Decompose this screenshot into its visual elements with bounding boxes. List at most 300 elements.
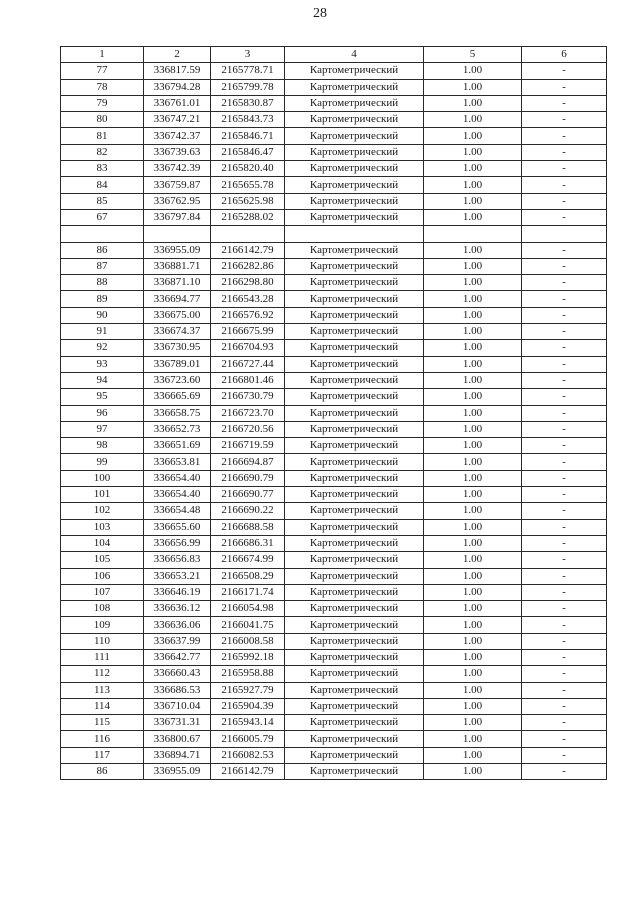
y-coordinate-cell: 2166142.79: [211, 764, 285, 780]
note-cell: -: [522, 568, 607, 584]
page-number: 28: [313, 6, 327, 21]
y-coordinate-cell: 2166730.79: [211, 389, 285, 405]
method-cell: Картометрический: [285, 454, 424, 470]
point-number-cell: 86: [61, 764, 144, 780]
x-coordinate-cell: 336674.37: [144, 324, 211, 340]
x-coordinate-cell: 336637.99: [144, 633, 211, 649]
table-row: [61, 291, 607, 307]
table-row: [61, 307, 607, 323]
point-number-cell: 90: [61, 307, 144, 323]
x-coordinate-cell: 336747.21: [144, 112, 211, 128]
table-row: [61, 470, 607, 486]
y-coordinate-cell: 2165843.73: [211, 112, 285, 128]
x-coordinate-cell: 336636.06: [144, 617, 211, 633]
note-cell: -: [522, 552, 607, 568]
table-row: [61, 372, 607, 388]
x-coordinate-cell: 336710.04: [144, 698, 211, 714]
x-coordinate-cell: 336653.21: [144, 568, 211, 584]
table-row: [61, 503, 607, 519]
point-number-cell: 78: [61, 79, 144, 95]
accuracy-cell: 1.00: [424, 63, 522, 79]
note-cell: -: [522, 161, 607, 177]
x-coordinate-cell: 336686.53: [144, 682, 211, 698]
x-coordinate-cell: 336800.67: [144, 731, 211, 747]
point-number-cell: 82: [61, 144, 144, 160]
accuracy-cell: 1.00: [424, 128, 522, 144]
point-number-cell: 117: [61, 747, 144, 763]
note-cell: -: [522, 454, 607, 470]
table-row: [61, 617, 607, 633]
separator-cell: [285, 226, 424, 242]
note-cell: -: [522, 666, 607, 682]
separator-cell: [61, 226, 144, 242]
method-cell: Картометрический: [285, 552, 424, 568]
table-row: [61, 258, 607, 274]
accuracy-cell: 1.00: [424, 324, 522, 340]
x-coordinate-cell: 336955.09: [144, 764, 211, 780]
note-cell: -: [522, 535, 607, 551]
y-coordinate-cell: 2165846.71: [211, 128, 285, 144]
accuracy-cell: 1.00: [424, 503, 522, 519]
note-cell: -: [522, 682, 607, 698]
method-cell: Картометрический: [285, 633, 424, 649]
table-row: [61, 193, 607, 209]
method-cell: Картометрический: [285, 291, 424, 307]
table-row: [61, 421, 607, 437]
method-cell: Картометрический: [285, 470, 424, 486]
x-coordinate-cell: 336653.81: [144, 454, 211, 470]
point-number-cell: 115: [61, 715, 144, 731]
x-coordinate-cell: 336817.59: [144, 63, 211, 79]
note-cell: -: [522, 63, 607, 79]
note-cell: -: [522, 438, 607, 454]
note-cell: -: [522, 649, 607, 665]
y-coordinate-cell: 2166282.86: [211, 258, 285, 274]
point-number-cell: 79: [61, 95, 144, 111]
method-cell: Картометрический: [285, 405, 424, 421]
point-number-cell: 101: [61, 487, 144, 503]
y-coordinate-cell: 2166694.87: [211, 454, 285, 470]
accuracy-cell: 1.00: [424, 242, 522, 258]
accuracy-cell: 1.00: [424, 177, 522, 193]
x-coordinate-cell: 336731.31: [144, 715, 211, 731]
method-cell: Картометрический: [285, 372, 424, 388]
point-number-cell: 105: [61, 552, 144, 568]
table-row: [61, 177, 607, 193]
note-cell: -: [522, 747, 607, 763]
point-number-cell: 102: [61, 503, 144, 519]
accuracy-cell: 1.00: [424, 470, 522, 486]
y-coordinate-cell: 2165288.02: [211, 209, 285, 225]
y-coordinate-cell: 2166508.29: [211, 568, 285, 584]
method-cell: Картометрический: [285, 519, 424, 535]
note-cell: -: [522, 307, 607, 323]
point-number-cell: 114: [61, 698, 144, 714]
x-coordinate-cell: 336658.75: [144, 405, 211, 421]
y-coordinate-cell: 2166576.92: [211, 307, 285, 323]
accuracy-cell: 1.00: [424, 454, 522, 470]
point-number-cell: 93: [61, 356, 144, 372]
x-coordinate-cell: 336660.43: [144, 666, 211, 682]
accuracy-cell: 1.00: [424, 193, 522, 209]
accuracy-cell: 1.00: [424, 275, 522, 291]
note-cell: -: [522, 633, 607, 649]
accuracy-cell: 1.00: [424, 601, 522, 617]
x-coordinate-cell: 336894.71: [144, 747, 211, 763]
accuracy-cell: 1.00: [424, 356, 522, 372]
method-cell: Картометрический: [285, 731, 424, 747]
point-number-cell: 113: [61, 682, 144, 698]
y-coordinate-cell: 2166543.28: [211, 291, 285, 307]
note-cell: -: [522, 405, 607, 421]
point-number-cell: 111: [61, 649, 144, 665]
method-cell: Картометрический: [285, 503, 424, 519]
y-coordinate-cell: 2166690.22: [211, 503, 285, 519]
y-coordinate-cell: 2166690.79: [211, 470, 285, 486]
y-coordinate-cell: 2166675.99: [211, 324, 285, 340]
y-coordinate-cell: 2166082.53: [211, 747, 285, 763]
x-coordinate-cell: 336742.37: [144, 128, 211, 144]
header-cell-5: 5: [424, 47, 522, 63]
method-cell: Картометрический: [285, 63, 424, 79]
x-coordinate-cell: 336654.48: [144, 503, 211, 519]
y-coordinate-cell: 2166674.99: [211, 552, 285, 568]
accuracy-cell: 1.00: [424, 633, 522, 649]
accuracy-cell: 1.00: [424, 649, 522, 665]
note-cell: -: [522, 372, 607, 388]
y-coordinate-cell: 2166704.93: [211, 340, 285, 356]
y-coordinate-cell: 2166801.46: [211, 372, 285, 388]
accuracy-cell: 1.00: [424, 258, 522, 274]
y-coordinate-cell: 2166719.59: [211, 438, 285, 454]
table-header-row: [61, 47, 607, 63]
accuracy-cell: 1.00: [424, 519, 522, 535]
separator-cell: [424, 226, 522, 242]
table-row: [61, 405, 607, 421]
x-coordinate-cell: 336654.40: [144, 470, 211, 486]
y-coordinate-cell: 2166008.58: [211, 633, 285, 649]
note-cell: -: [522, 519, 607, 535]
point-number-cell: 99: [61, 454, 144, 470]
accuracy-cell: 1.00: [424, 617, 522, 633]
x-coordinate-cell: 336871.10: [144, 275, 211, 291]
accuracy-cell: 1.00: [424, 112, 522, 128]
accuracy-cell: 1.00: [424, 552, 522, 568]
note-cell: -: [522, 128, 607, 144]
table-row: [61, 454, 607, 470]
note-cell: -: [522, 340, 607, 356]
point-number-cell: 106: [61, 568, 144, 584]
point-number-cell: 91: [61, 324, 144, 340]
point-number-cell: 98: [61, 438, 144, 454]
x-coordinate-cell: 336797.84: [144, 209, 211, 225]
table-row: [61, 340, 607, 356]
header-cell-3: 3: [211, 47, 285, 63]
method-cell: Картометрический: [285, 584, 424, 600]
point-number-cell: 84: [61, 177, 144, 193]
note-cell: -: [522, 617, 607, 633]
y-coordinate-cell: 2166727.44: [211, 356, 285, 372]
table-row: [61, 698, 607, 714]
x-coordinate-cell: 336761.01: [144, 95, 211, 111]
x-coordinate-cell: 336675.00: [144, 307, 211, 323]
point-number-cell: 109: [61, 617, 144, 633]
accuracy-cell: 1.00: [424, 666, 522, 682]
table-row: [61, 389, 607, 405]
accuracy-cell: 1.00: [424, 584, 522, 600]
table-body: [61, 47, 607, 780]
accuracy-cell: 1.00: [424, 372, 522, 388]
note-cell: -: [522, 209, 607, 225]
method-cell: Картометрический: [285, 649, 424, 665]
accuracy-cell: 1.00: [424, 764, 522, 780]
table-row: [61, 63, 607, 79]
table-row: [61, 324, 607, 340]
note-cell: -: [522, 79, 607, 95]
y-coordinate-cell: 2166720.56: [211, 421, 285, 437]
note-cell: -: [522, 275, 607, 291]
point-number-cell: 88: [61, 275, 144, 291]
note-cell: -: [522, 503, 607, 519]
point-number-cell: 67: [61, 209, 144, 225]
note-cell: -: [522, 470, 607, 486]
table-row: [61, 568, 607, 584]
accuracy-cell: 1.00: [424, 487, 522, 503]
x-coordinate-cell: 336759.87: [144, 177, 211, 193]
y-coordinate-cell: 2166688.58: [211, 519, 285, 535]
y-coordinate-cell: 2166171.74: [211, 584, 285, 600]
y-coordinate-cell: 2166054.98: [211, 601, 285, 617]
note-cell: -: [522, 177, 607, 193]
method-cell: Картометрический: [285, 177, 424, 193]
method-cell: Картометрический: [285, 324, 424, 340]
note-cell: -: [522, 731, 607, 747]
method-cell: Картометрический: [285, 95, 424, 111]
accuracy-cell: 1.00: [424, 715, 522, 731]
method-cell: Картометрический: [285, 209, 424, 225]
method-cell: Картометрический: [285, 340, 424, 356]
table-row: [61, 242, 607, 258]
point-number-cell: 97: [61, 421, 144, 437]
table-row: [61, 275, 607, 291]
method-cell: Картометрический: [285, 666, 424, 682]
method-cell: Картометрический: [285, 682, 424, 698]
table-row: [61, 552, 607, 568]
x-coordinate-cell: 336955.09: [144, 242, 211, 258]
point-number-cell: 77: [61, 63, 144, 79]
y-coordinate-cell: 2166142.79: [211, 242, 285, 258]
note-cell: -: [522, 421, 607, 437]
y-coordinate-cell: 2165904.39: [211, 698, 285, 714]
method-cell: Картометрический: [285, 487, 424, 503]
coordinates-table: [60, 46, 607, 780]
method-cell: Картометрический: [285, 128, 424, 144]
y-coordinate-cell: 2165799.78: [211, 79, 285, 95]
method-cell: Картометрический: [285, 698, 424, 714]
x-coordinate-cell: 336665.69: [144, 389, 211, 405]
y-coordinate-cell: 2165943.14: [211, 715, 285, 731]
header-cell-6: 6: [522, 47, 607, 63]
accuracy-cell: 1.00: [424, 438, 522, 454]
method-cell: Картометрический: [285, 307, 424, 323]
y-coordinate-cell: 2165958.88: [211, 666, 285, 682]
point-number-cell: 96: [61, 405, 144, 421]
x-coordinate-cell: 336694.77: [144, 291, 211, 307]
note-cell: -: [522, 291, 607, 307]
note-cell: -: [522, 584, 607, 600]
note-cell: -: [522, 356, 607, 372]
method-cell: Картометрический: [285, 112, 424, 128]
x-coordinate-cell: 336646.19: [144, 584, 211, 600]
accuracy-cell: 1.00: [424, 95, 522, 111]
y-coordinate-cell: 2166298.80: [211, 275, 285, 291]
x-coordinate-cell: 336742.39: [144, 161, 211, 177]
method-cell: Картометрический: [285, 258, 424, 274]
point-number-cell: 108: [61, 601, 144, 617]
note-cell: -: [522, 698, 607, 714]
method-cell: Картометрический: [285, 568, 424, 584]
y-coordinate-cell: 2166686.31: [211, 535, 285, 551]
point-number-cell: 87: [61, 258, 144, 274]
table-row: [61, 95, 607, 111]
note-cell: -: [522, 764, 607, 780]
table-row: [61, 715, 607, 731]
method-cell: Картометрический: [285, 764, 424, 780]
table-row: [61, 356, 607, 372]
note-cell: -: [522, 487, 607, 503]
note-cell: -: [522, 242, 607, 258]
y-coordinate-cell: 2165846.47: [211, 144, 285, 160]
accuracy-cell: 1.00: [424, 731, 522, 747]
note-cell: -: [522, 144, 607, 160]
accuracy-cell: 1.00: [424, 307, 522, 323]
point-number-cell: 110: [61, 633, 144, 649]
point-number-cell: 89: [61, 291, 144, 307]
y-coordinate-cell: 2166690.77: [211, 487, 285, 503]
y-coordinate-cell: 2166005.79: [211, 731, 285, 747]
method-cell: Картометрический: [285, 79, 424, 95]
accuracy-cell: 1.00: [424, 209, 522, 225]
table-row: [61, 79, 607, 95]
table-row: [61, 161, 607, 177]
y-coordinate-cell: 2165830.87: [211, 95, 285, 111]
y-coordinate-cell: 2165927.79: [211, 682, 285, 698]
point-number-cell: 104: [61, 535, 144, 551]
x-coordinate-cell: 336762.95: [144, 193, 211, 209]
point-number-cell: 85: [61, 193, 144, 209]
method-cell: Картометрический: [285, 275, 424, 291]
point-number-cell: 107: [61, 584, 144, 600]
x-coordinate-cell: 336642.77: [144, 649, 211, 665]
method-cell: Картометрический: [285, 144, 424, 160]
table-row: [61, 438, 607, 454]
accuracy-cell: 1.00: [424, 698, 522, 714]
accuracy-cell: 1.00: [424, 340, 522, 356]
method-cell: Картометрический: [285, 535, 424, 551]
point-number-cell: 83: [61, 161, 144, 177]
table-row: [61, 633, 607, 649]
note-cell: -: [522, 601, 607, 617]
point-number-cell: 92: [61, 340, 144, 356]
note-cell: -: [522, 112, 607, 128]
table-row: [61, 747, 607, 763]
table-row: [61, 584, 607, 600]
accuracy-cell: 1.00: [424, 389, 522, 405]
accuracy-cell: 1.00: [424, 79, 522, 95]
table-row: [61, 764, 607, 780]
accuracy-cell: 1.00: [424, 405, 522, 421]
separator-cell: [522, 226, 607, 242]
note-cell: -: [522, 715, 607, 731]
accuracy-cell: 1.00: [424, 144, 522, 160]
accuracy-cell: 1.00: [424, 421, 522, 437]
table-row: [61, 128, 607, 144]
method-cell: Картометрический: [285, 356, 424, 372]
point-number-cell: 103: [61, 519, 144, 535]
contour-separator-row: [61, 226, 607, 242]
point-number-cell: 100: [61, 470, 144, 486]
table-row: [61, 535, 607, 551]
method-cell: Картометрический: [285, 438, 424, 454]
x-coordinate-cell: 336656.83: [144, 552, 211, 568]
accuracy-cell: 1.00: [424, 682, 522, 698]
table-row: [61, 144, 607, 160]
x-coordinate-cell: 336881.71: [144, 258, 211, 274]
table-row: [61, 487, 607, 503]
note-cell: -: [522, 95, 607, 111]
accuracy-cell: 1.00: [424, 535, 522, 551]
method-cell: Картометрический: [285, 242, 424, 258]
accuracy-cell: 1.00: [424, 568, 522, 584]
table-row: [61, 649, 607, 665]
method-cell: Картометрический: [285, 601, 424, 617]
method-cell: Картометрический: [285, 193, 424, 209]
method-cell: Картометрический: [285, 617, 424, 633]
method-cell: Картометрический: [285, 161, 424, 177]
separator-cell: [211, 226, 285, 242]
x-coordinate-cell: 336636.12: [144, 601, 211, 617]
header-cell-2: 2: [144, 47, 211, 63]
table-row: [61, 519, 607, 535]
method-cell: Картометрический: [285, 747, 424, 763]
y-coordinate-cell: 2165655.78: [211, 177, 285, 193]
separator-cell: [144, 226, 211, 242]
table-row: [61, 209, 607, 225]
note-cell: -: [522, 324, 607, 340]
point-number-cell: 86: [61, 242, 144, 258]
header-cell-4: 4: [285, 47, 424, 63]
x-coordinate-cell: 336730.95: [144, 340, 211, 356]
y-coordinate-cell: 2165992.18: [211, 649, 285, 665]
method-cell: Картометрический: [285, 389, 424, 405]
accuracy-cell: 1.00: [424, 161, 522, 177]
y-coordinate-cell: 2165625.98: [211, 193, 285, 209]
x-coordinate-cell: 336654.40: [144, 487, 211, 503]
x-coordinate-cell: 336655.60: [144, 519, 211, 535]
table-row: [61, 666, 607, 682]
point-number-cell: 94: [61, 372, 144, 388]
point-number-cell: 116: [61, 731, 144, 747]
method-cell: Картометрический: [285, 421, 424, 437]
x-coordinate-cell: 336656.99: [144, 535, 211, 551]
y-coordinate-cell: 2166041.75: [211, 617, 285, 633]
x-coordinate-cell: 336651.69: [144, 438, 211, 454]
table-row: [61, 731, 607, 747]
header-cell-1: 1: [61, 47, 144, 63]
y-coordinate-cell: 2166723.70: [211, 405, 285, 421]
table-row: [61, 112, 607, 128]
note-cell: -: [522, 193, 607, 209]
